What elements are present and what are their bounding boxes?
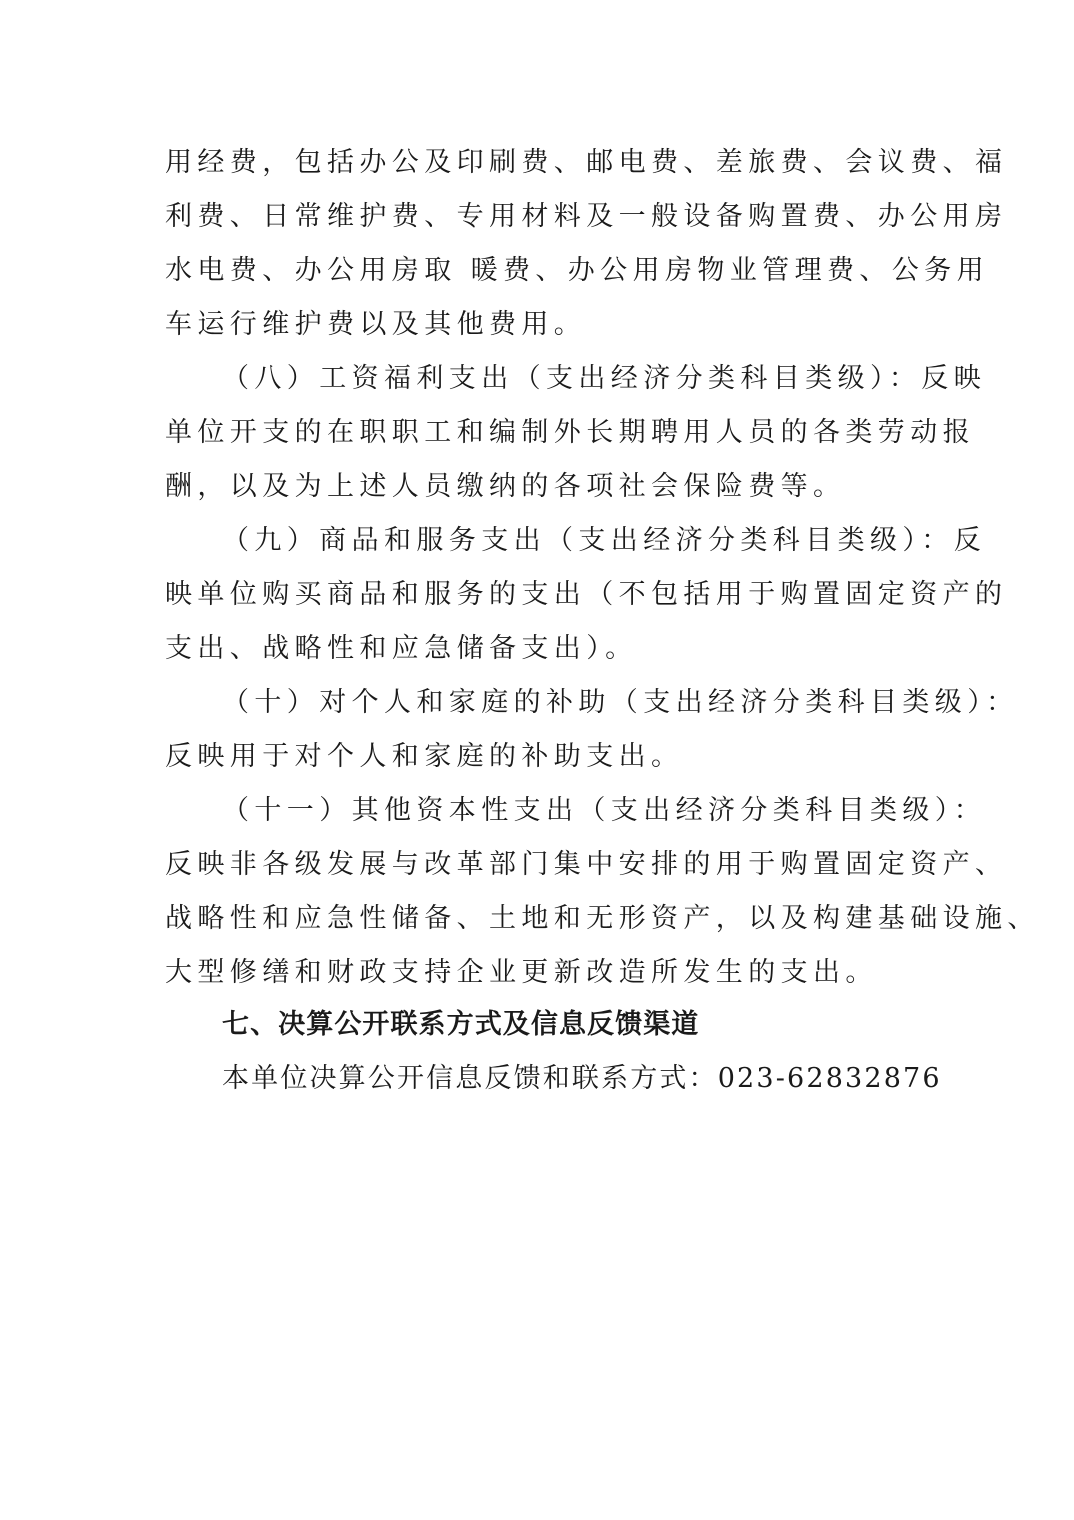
text-line: 大型修缮和财政支持企业更新改造所发生的支出。 bbox=[165, 957, 878, 988]
text-line: 映单位购买商品和服务的支出（不包括用于购置固定资产的 bbox=[165, 579, 1008, 610]
text-line: （九）商品和服务支出（支出经济分类科目类级）：反 bbox=[222, 525, 987, 556]
text-line: 反映非各级发展与改革部门集中安排的用于购置固定资产、 bbox=[165, 849, 1008, 880]
text-line: 水电费、办公用房取 暖费、办公用房物业管理费、公务用 bbox=[165, 255, 989, 286]
text-line: 支出、战略性和应急储备支出）。 bbox=[165, 633, 638, 664]
text-line: （十）对个人和家庭的补助（支出经济分类科目类级）： bbox=[222, 687, 1019, 718]
text-line: 酬，以及为上述人员缴纳的各项社会保险费等。 bbox=[165, 471, 846, 502]
text-line: 利费、日常维护费、专用材料及一般设备购置费、办公用房 bbox=[165, 201, 1008, 232]
text-line: 战略性和应急性储备、土地和无形资产，以及构建基础设施、 bbox=[165, 903, 1040, 934]
text-line: （十一）其他资本性支出（支出经济分类科目类级）： bbox=[222, 795, 987, 826]
text-line: （八）工资福利支出（支出经济分类科目类级）：反映 bbox=[222, 363, 987, 394]
text-line: 车运行维护费以及其他费用。 bbox=[165, 309, 587, 340]
contact-info: 本单位决算公开信息反馈和联系方式：023-62832876 bbox=[222, 1063, 942, 1094]
text-line: 用经费，包括办公及印刷费、邮电费、差旅费、会议费、福 bbox=[165, 147, 1008, 178]
section-heading: 七、决算公开联系方式及信息反馈渠道 bbox=[222, 1009, 700, 1040]
text-line: 反映用于对个人和家庭的补助支出。 bbox=[165, 741, 684, 772]
text-line: 单位开支的在职职工和编制外长期聘用人员的各类劳动报 bbox=[165, 417, 975, 448]
